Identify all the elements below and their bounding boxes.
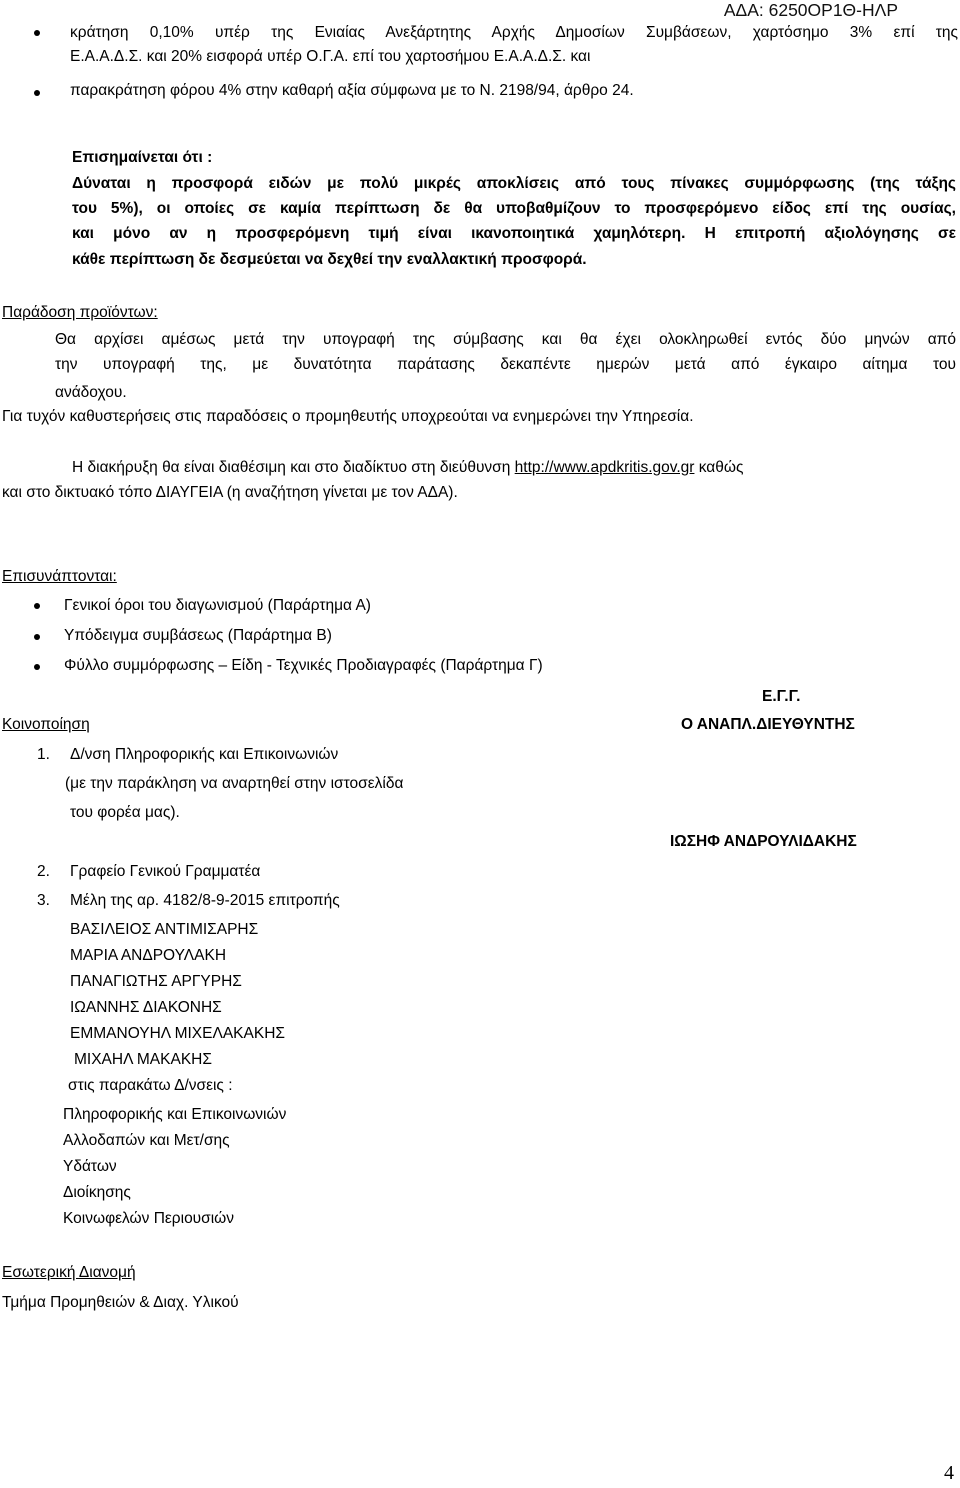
delivery-line: ανάδοχου.	[55, 384, 127, 401]
directorate-item: Κοινωφελών Περιουσιών	[63, 1210, 235, 1227]
attachment-item: Φύλλο συμμόρφωσης – Είδη - Τεχνικές Προδιαγραφές (Παράρτημα Γ)	[64, 657, 543, 674]
ada-code: ΑΔΑ: 6250ΟΡ1Θ-ΗΛΡ	[723, 0, 898, 20]
internal-heading: Εσωτερική Διανομή	[2, 1264, 136, 1281]
signature-role: Ο ΑΝΑΠΛ.ΔΙΕΥΘΥΝΤΗΣ	[681, 716, 855, 733]
bullet-icon	[34, 634, 40, 640]
delivery-line: την υπογραφή της, με δυνατότητα παράτασης δεκαπέντε ημερών μετά από έγκαιρο αίτημα του	[55, 356, 956, 373]
directorate-item: Διοίκησης	[63, 1184, 131, 1201]
committee-member: ΙΩΑΝΝΗΣ ΔΙΑΚΟΝΗΣ	[70, 999, 222, 1016]
committee-member: ΕΜΜΑΝΟΥΗΛ ΜΙΧΕΛΑΚΑΚΗΣ	[70, 1025, 285, 1042]
attachment-item: Υπόδειγμα συμβάσεως (Παράρτημα Β)	[64, 627, 332, 644]
availability-text: καθώς	[694, 459, 744, 476]
list-number: 1.	[37, 746, 50, 763]
bullet-item-line: παρακράτηση φόρου 4% στην καθαρή αξία σύμφωνα με το Ν. 2198/94, άρθρο 24.	[70, 82, 634, 99]
availability-line: και στο δικτυακό τόπο ΔΙΑΥΓΕΙΑ (η αναζήτηση γίνεται με τον ΑΔΑ).	[2, 484, 458, 501]
attachments-heading: Επισυνάπτονται:	[2, 568, 117, 585]
committee-member: ΜΑΡΙΑ ΑΝΔΡΟΥΛΑΚΗ	[70, 947, 227, 964]
notice-line: Δύναται η προσφορά ειδών με πολύ μικρές αποκλίσεις από τους πίνακες συμμόρφωσης (της τάξης	[72, 175, 956, 192]
signature-name: ΙΩΣΗΦ ΑΝΔΡΟΥΛΙΔΑΚΗΣ	[670, 833, 857, 850]
website-link[interactable]: http://www.apdkritis.gov.gr	[514, 459, 695, 476]
notification-heading: Κοινοποίηση	[2, 716, 90, 733]
directorate-item: Αλλοδαπών και Μετ/σης	[63, 1132, 230, 1149]
delivery-line: Θα αρχίσει αμέσως μετά την υπογραφή της σύμβασης και θα έχει ολοκληρωθεί εντός δύο μηνών από	[55, 331, 956, 348]
directorate-item: Πληροφορικής και Επικοινωνιών	[63, 1106, 287, 1123]
notification-item: Μέλη της αρ. 4182/8-9-2015 επιτροπής	[70, 892, 340, 909]
bullet-icon	[34, 664, 40, 670]
notice-line: κάθε περίπτωση δε δεσμεύεται να δεχθεί την εναλλακτική προσφορά.	[72, 251, 587, 268]
notification-item: Γραφείο Γενικού Γραμματέα	[70, 863, 261, 880]
availability-line	[72, 457, 743, 479]
bullet-item-line: Ε.Α.Α.Δ.Σ. και 20% εισφορά υπέρ Ο.Γ.Α. επί του χαρτοσήμου Ε.Α.Α.Δ.Σ. και	[70, 48, 591, 65]
bullet-item-line: κράτηση 0,10% υπέρ της Ενιαίας Ανεξάρτητης Αρχής Δημοσίων Συμβάσεων, χαρτόσημο 3% επί της	[70, 24, 958, 41]
internal-line: Τμήμα Προμηθειών & Διαχ. Υλικού	[2, 1294, 239, 1311]
signature-org: Ε.Γ.Γ.	[762, 688, 801, 705]
committee-member: ΒΑΣΙΛΕΙΟΣ ΑΝΤΙΜΙΣΑΡΗΣ	[70, 921, 259, 938]
bullet-icon	[34, 603, 40, 609]
notice-line: και μόνο αν η προσφερόμενη τιμή είναι ικανοποιητικά χαμηλότερη. Η επιτροπή αξιολόγησης σε	[72, 225, 956, 242]
committee-member: ΠΑΝΑΓΙΩΤΗΣ ΑΡΓΥΡΗΣ	[70, 973, 242, 990]
delays-paragraph: Για τυχόν καθυστερήσεις στις παραδόσεις ο προμηθευτής υποχρεούται να ενημερώνει την Υπηρεσία.	[2, 408, 694, 425]
delivery-heading: Παράδοση προϊόντων:	[2, 304, 158, 321]
notification-note: (με την παράκληση να αναρτηθεί στην ιστοσελίδα	[65, 775, 404, 792]
notification-note: του φορέα μας).	[70, 804, 180, 821]
directorate-item: Υδάτων	[63, 1158, 117, 1175]
bullet-icon	[34, 30, 40, 36]
committee-member: ΜΙΧΑΗΛ ΜΑΚΑΚΗΣ	[74, 1051, 212, 1068]
notice-line: του 5%), οι οποίες σε καμία περίπτωση δε θα υποβαθμίζουν το προσφερόμενο είδος επί της ουσίας,	[72, 200, 956, 217]
bullet-icon	[34, 90, 40, 96]
directorates-intro: στις παρακάτω Δ/νσεις :	[68, 1077, 233, 1094]
notification-item: Δ/νση Πληροφορικής και Επικοινωνιών	[70, 746, 339, 763]
attachment-item: Γενικοί όροι του διαγωνισμού (Παράρτημα Α)	[64, 597, 371, 614]
notice-heading: Επισημαίνεται ότι :	[72, 149, 213, 166]
availability-text: Η διακήρυξη θα είναι διαθέσιμη και στο διαδίκτυο στη διεύθυνση	[72, 459, 515, 476]
list-number: 2.	[37, 863, 50, 880]
page-number: 4	[944, 1462, 954, 1484]
list-number: 3.	[37, 892, 50, 909]
